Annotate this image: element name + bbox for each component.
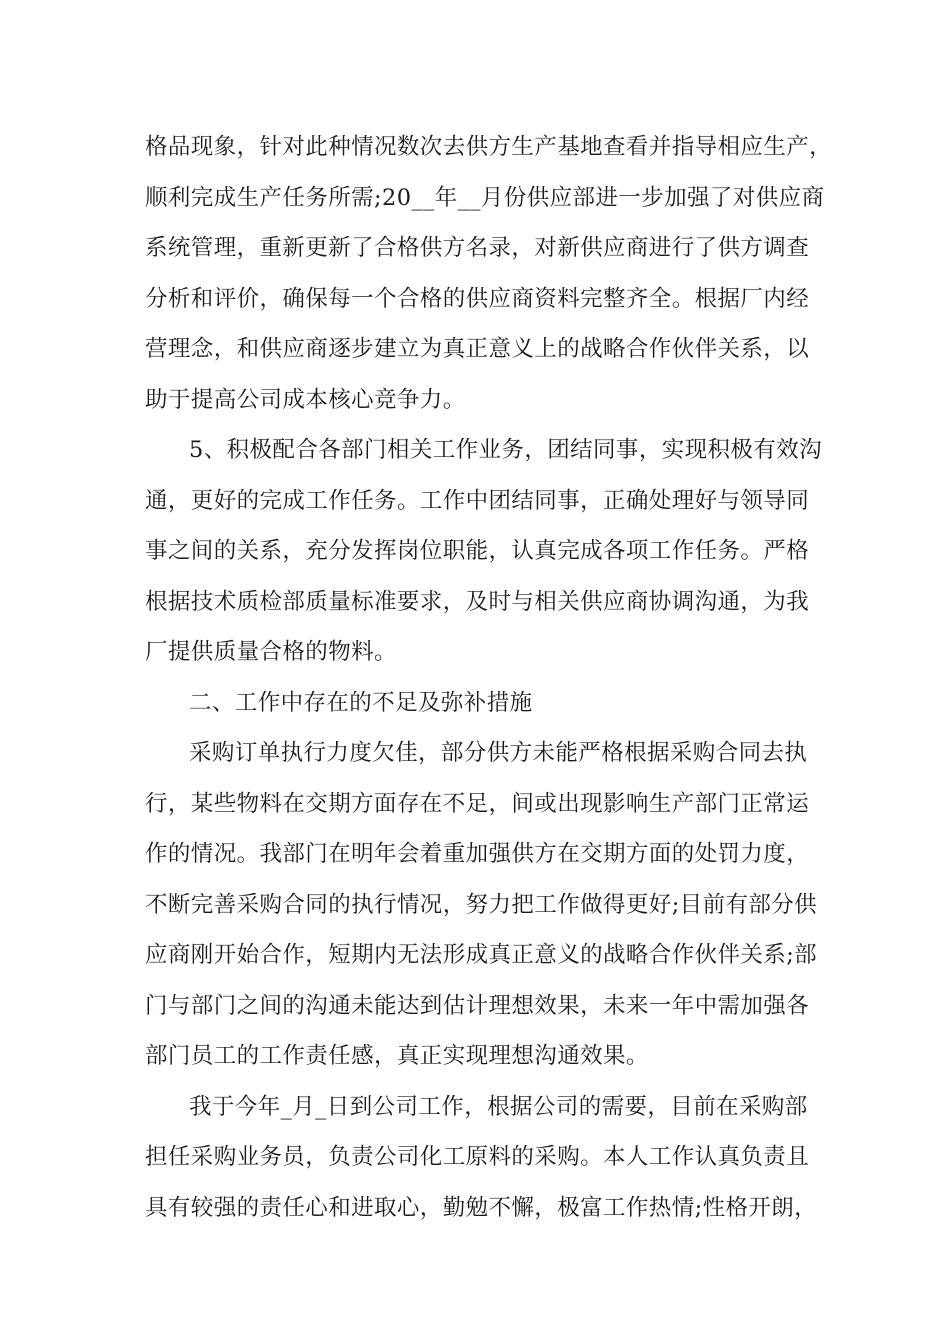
text-line: 通，更好的完成工作任务。工作中团结同事，正确处理好与领导同 xyxy=(145,487,810,514)
text-line: 担任采购业务员，负责公司化工原料的采购。本人工作认真负责且 xyxy=(145,1144,810,1170)
text-line: 具有较强的责任心和进取心，勤勉不懈，极富工作热情;性格开朗， xyxy=(145,1194,818,1221)
text-line: 不断完善采购合同的执行情况，努力把工作做得更好;目前有部分供 xyxy=(145,891,818,918)
text-line: 5、积极配合各部门相关工作业务，团结同事，实现积极有效沟 xyxy=(189,437,823,463)
text-line: 分析和评价，确保每一个合格的供应商资料完整齐全。根据厂内经 xyxy=(145,285,810,312)
text-line: 部门员工的工作责任感，真正实现理想沟通效果。 xyxy=(145,1043,649,1069)
text-line: 行，某些物料在交期方面存在不足，间或出现影响生产部门正常运 xyxy=(145,790,810,817)
text-line: 作的情况。我部门在明年会着重加强供方在交期方面的处罚力度， xyxy=(145,841,810,867)
section-heading: 二、工作中存在的不足及弥补措施 xyxy=(189,689,533,716)
text-line: 系统管理，重新更新了合格供方名录，对新供应商进行了供方调查 xyxy=(145,235,810,261)
text-line: 根据技术质检部质量标准要求，及时与相关供应商协调沟通，为我 xyxy=(145,588,810,615)
text-line: 门与部门之间的沟通未能达到估计理想效果，未来一年中需加强各 xyxy=(145,992,810,1019)
text-line: 事之间的关系，充分发挥岗位职能，认真完成各项工作任务。严格 xyxy=(145,538,810,564)
text-line: 顺利完成生产任务所需;20__年__月份供应部进一步加强了对供应商 xyxy=(145,184,825,211)
text-line: 厂提供质量合格的物料。 xyxy=(145,639,397,665)
text-line: 我于今年_月_日到公司工作，根据公司的需要，目前在采购部 xyxy=(189,1093,808,1120)
text-line: 应商刚开始合作，短期内无法形成真正意义的战略合作伙伴关系;部 xyxy=(145,942,818,968)
text-line: 采购订单执行力度欠佳，部分供方未能严格根据采购合同去执 xyxy=(189,740,808,766)
text-line: 营理念，和供应商逐步建立为真正意义上的战略合作伙伴关系，以 xyxy=(145,336,810,362)
text-line: 格品现象，针对此种情况数次去供方生产基地查看并指导相应生产， xyxy=(145,134,833,160)
text-line: 助于提高公司成本核心竞争力。 xyxy=(145,386,466,413)
body-text xyxy=(145,128,833,1239)
